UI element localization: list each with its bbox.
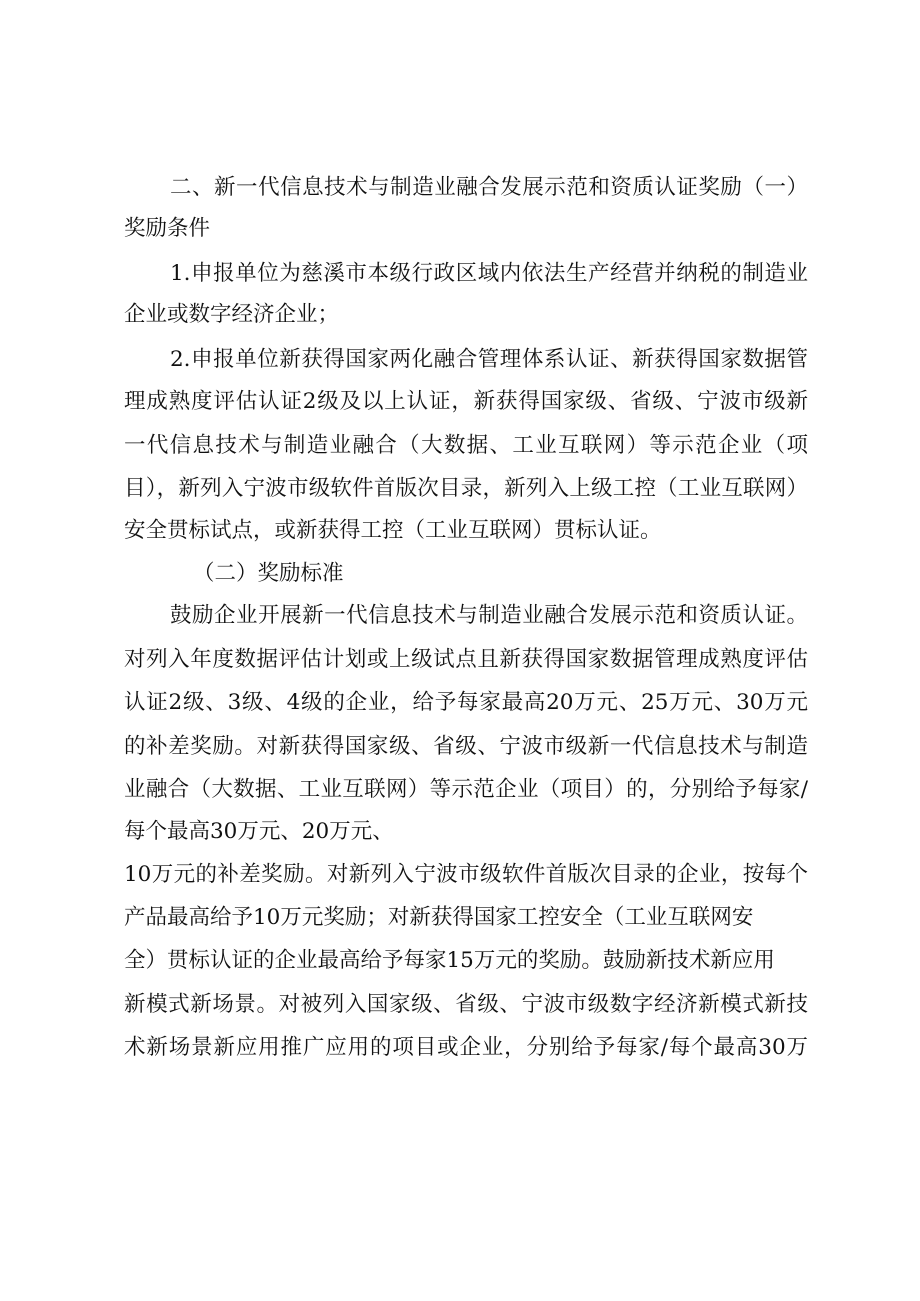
condition-2-line-5: 安全贯标试点，或新获得工控（工业互联网）贯标认证。 (124, 518, 662, 543)
condition-2-line-2: 理成熟度评估认证2级及以上认证，新获得国家级、省级、宁波市级新 (124, 389, 808, 414)
section-heading-continued: 奖励条件 (124, 216, 211, 241)
standard-line-8: 产品最高给予10万元奖励；对新获得国家工控安全（工业互联网安 (124, 905, 754, 930)
standard-line-6: 每个最高30万元、20万元、 (124, 819, 394, 844)
condition-2-line-3: 一代信息技术与制造业融合（大数据、工业互联网）等示范企业（项 (124, 433, 808, 458)
condition-2-line-4: 目），新列入宁波市级软件首版次目录，新列入上级工控（工业互联网） (124, 476, 808, 501)
standard-line-3: 认证2级、3级、4级的企业，给予每家最高20万元、25万元、30万元 (124, 690, 808, 715)
condition-2-line-1: 2.申报单位新获得国家两化融合管理体系认证、新获得国家数据管 (170, 347, 808, 372)
standard-line-2: 对列入年度数据评估计划或上级试点且新获得国家数据管理成熟度评估 (124, 647, 808, 672)
section-heading: 二、新一代信息技术与制造业融合发展示范和资质认证奖励（一） (170, 175, 808, 200)
condition-1-line-1: 1.申报单位为慈溪市本级行政区域内依法生产经营并纳税的制造业 (170, 261, 808, 286)
standard-line-7: 10万元的补差奖励。对新列入宁波市级软件首版次目录的企业，按每个 (124, 862, 808, 887)
standard-line-11: 术新场景新应用推广应用的项目或企业，分别给予每家/每个最高30万 (124, 1035, 808, 1060)
standard-line-10: 新模式新场景。对被列入国家级、省级、宁波市级数字经济新模式新技 (124, 992, 808, 1017)
condition-1-line-2: 企业或数字经济企业； (124, 302, 340, 327)
subsection-heading: （二）奖励标准 (193, 561, 344, 586)
standard-line-1: 鼓励企业开展新一代信息技术与制造业融合发展示范和资质认证。 (170, 603, 808, 628)
standard-line-4: 的补差奖励。对新获得国家级、省级、宁波市级新一代信息技术与制造 (124, 734, 808, 759)
standard-line-9: 全）贯标认证的企业最高给予每家15万元的奖励。鼓励新技术新应用 (124, 948, 775, 973)
standard-line-5: 业融合（大数据、工业互联网）等示范企业（项目）的，分别给予每家/ (124, 777, 808, 802)
